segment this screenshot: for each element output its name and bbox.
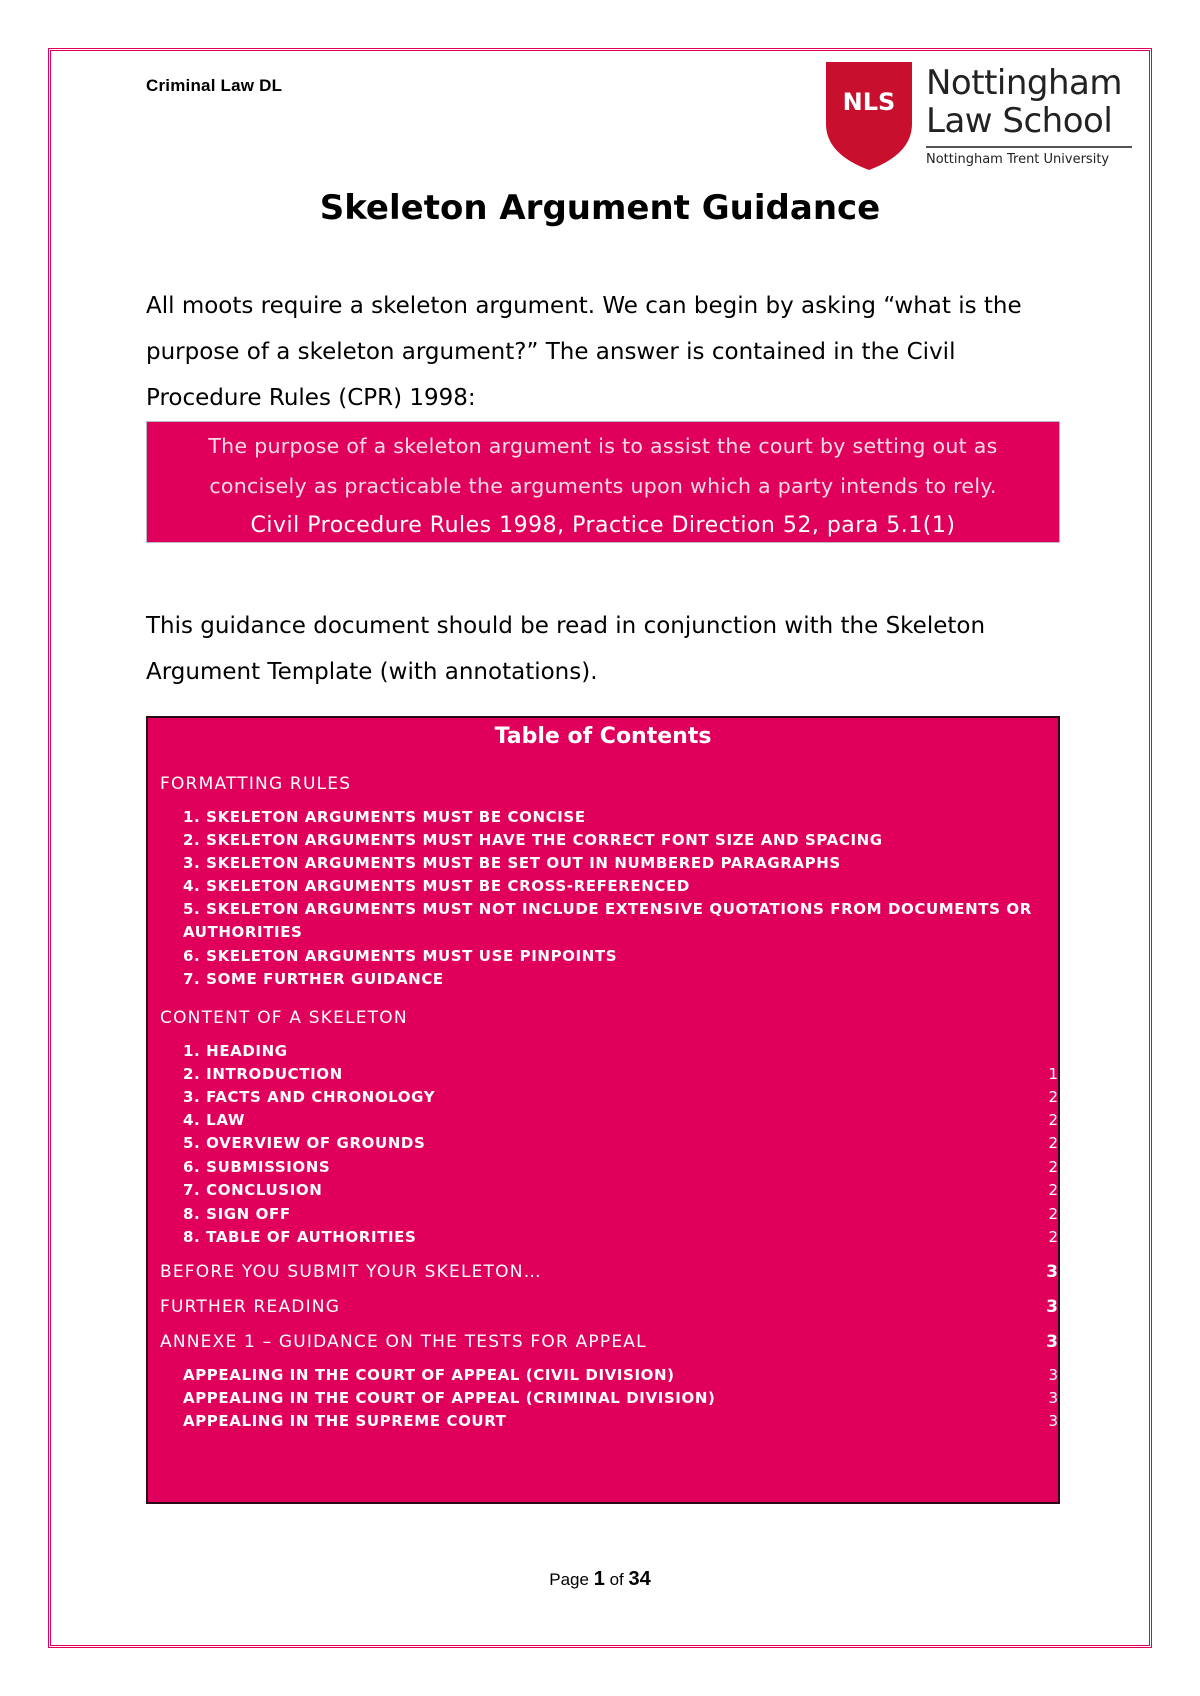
toc-entry-number: 7. [183, 970, 201, 988]
toc-entry-label: TABLE OF AUTHORITIES [206, 1228, 417, 1246]
toc-entry[interactable] [148, 808, 1058, 832]
toc-entry[interactable] [148, 970, 1058, 994]
toc-page: 2 [1048, 1181, 1058, 1199]
toc-page: 2 [1048, 1158, 1058, 1176]
toc-entry[interactable] [148, 1366, 1058, 1390]
toc-section-label: BEFORE YOU SUBMIT YOUR SKELETON… [160, 1262, 542, 1282]
toc-entry-number: 5. [183, 900, 201, 918]
page-title: Skeleton Argument Guidance [319, 188, 881, 228]
toc-page: 3 [1048, 1366, 1058, 1384]
toc-entry[interactable] [148, 1205, 1058, 1229]
quote-box [146, 421, 1060, 543]
toc-page: 3 [1048, 1412, 1058, 1430]
toc-entry[interactable] [148, 831, 1058, 855]
toc-entry-label: SKELETON ARGUMENTS MUST BE CONCISE [206, 808, 586, 826]
toc-entry-label: SKELETON ARGUMENTS MUST BE CROSS-REFERENCED [206, 877, 690, 895]
toc-entry-continuation[interactable] [148, 923, 1058, 947]
total-pages: 34 [628, 1568, 651, 1590]
page-of: of [609, 1570, 624, 1589]
toc-entry[interactable] [148, 1412, 1058, 1436]
toc-entry-label: LAW [206, 1111, 246, 1129]
toc-entry-label: CONCLUSION [206, 1181, 323, 1199]
logo-name-line1: Nottingham [926, 63, 1122, 103]
current-page: 1 [593, 1568, 605, 1590]
toc-entry[interactable] [148, 1228, 1058, 1252]
toc-entry-label: SKELETON ARGUMENTS MUST USE PINPOINTS [206, 947, 618, 965]
toc-entry-label: APPEALING IN THE COURT OF APPEAL (CIVIL DIVISION) [183, 1366, 675, 1384]
toc-page: 2 [1048, 1228, 1058, 1246]
toc-page: 2 [1048, 1134, 1058, 1152]
toc-entry-number: 1. [183, 808, 201, 826]
toc-page: 1 [1048, 1065, 1058, 1083]
toc-entry-label: FACTS AND CHRONOLOGY [206, 1088, 436, 1106]
toc-entry[interactable] [148, 1181, 1058, 1205]
toc-entry-label: SKELETON ARGUMENTS MUST NOT INCLUDE EXTENSIVE QUOTATIONS FROM DOCUMENTS OR [206, 900, 1032, 918]
toc-entry[interactable] [148, 1042, 1058, 1066]
toc-entry-number: 6. [183, 947, 201, 965]
toc-section[interactable] [148, 1297, 1058, 1321]
toc-entry-number: 6. [183, 1158, 201, 1176]
toc-section[interactable] [148, 1332, 1058, 1356]
toc-entry-number: 4. [183, 1111, 201, 1129]
toc-entry[interactable] [148, 1134, 1058, 1158]
nls-logo [826, 62, 1136, 170]
toc-page: 2 [1048, 1088, 1058, 1106]
quote-citation: Civil Procedure Rules 1998, Practice Direction 52, para 5.1(1) [250, 513, 956, 538]
toc-title: Table of Contents [494, 724, 712, 749]
toc-section-label: CONTENT OF A SKELETON [160, 1008, 408, 1028]
toc-page: 3 [1048, 1389, 1058, 1407]
toc-entry-label: SIGN OFF [206, 1205, 291, 1223]
toc-entry-label: OVERVIEW OF GROUNDS [206, 1134, 426, 1152]
toc-entry-label: APPEALING IN THE COURT OF APPEAL (CRIMINAL DIVISION) [183, 1389, 716, 1407]
toc-section-label: FORMATTING RULES [160, 774, 352, 794]
toc-page: 2 [1048, 1205, 1058, 1223]
toc-section[interactable] [148, 1008, 1058, 1032]
logo-abbr: NLS [842, 88, 896, 116]
toc-entry[interactable] [148, 947, 1058, 971]
toc-page: 2 [1048, 1111, 1058, 1129]
logo-name-line2: Law School [926, 101, 1113, 141]
toc-entry-number: 8. [183, 1228, 201, 1246]
toc-entry-number: 1. [183, 1042, 201, 1060]
toc-entry-label: SKELETON ARGUMENTS MUST BE SET OUT IN NUMBERED PARAGRAPHS [206, 854, 841, 872]
toc-entry-label: HEADING [206, 1042, 288, 1060]
toc-entry-number: 3. [183, 854, 201, 872]
toc-entry-label: AUTHORITIES [183, 923, 303, 941]
guidance-paragraph: This guidance document should be read in conjunction with the Skeleton Argument Template (with annotations). [146, 613, 986, 685]
toc-section[interactable] [148, 774, 1058, 798]
toc-entry-number: 7. [183, 1181, 201, 1199]
toc-page: 3 [1046, 1332, 1058, 1352]
toc-entry-label: INTRODUCTION [206, 1065, 343, 1083]
toc-page: 3 [1046, 1297, 1058, 1317]
logo-subtitle: Nottingham Trent University [926, 152, 1110, 167]
toc-entry[interactable] [148, 1389, 1058, 1413]
toc-page: 3 [1046, 1262, 1058, 1282]
page-number [0, 1568, 1200, 1591]
toc-entry-number: 8. [183, 1205, 201, 1223]
toc-entry-number: 4. [183, 877, 201, 895]
toc-entry[interactable] [148, 900, 1058, 924]
toc-entry-label: SOME FURTHER GUIDANCE [206, 970, 444, 988]
toc-section[interactable] [148, 1262, 1058, 1286]
toc-entry[interactable] [148, 1158, 1058, 1182]
table-of-contents [146, 716, 1060, 1504]
toc-entry-label: APPEALING IN THE SUPREME COURT [183, 1412, 507, 1430]
toc-entry[interactable] [148, 877, 1058, 901]
intro-paragraph: All moots require a skeleton argument. We can begin by asking “what is the purpose of a skeleton argument?” The answer is contained in the Civil Procedure Rules (CPR) 1998: [146, 293, 1022, 411]
toc-section-label: FURTHER READING [160, 1297, 341, 1317]
toc-section-label: ANNEXE 1 – GUIDANCE ON THE TESTS FOR APPEAL [160, 1332, 647, 1352]
toc-entry[interactable] [148, 854, 1058, 878]
shield-icon [826, 62, 912, 170]
quote-line-1: The purpose of a skeleton argument is to assist the court by setting out as [208, 434, 998, 458]
toc-entry[interactable] [148, 1088, 1058, 1112]
toc-entry-label: SKELETON ARGUMENTS MUST HAVE THE CORRECT FONT SIZE AND SPACING [206, 831, 883, 849]
toc-entry-number: 5. [183, 1134, 201, 1152]
logo-divider [926, 146, 1132, 148]
toc-entry-number: 2. [183, 1065, 201, 1083]
toc-entry-number: 2. [183, 831, 201, 849]
page-label: Page [549, 1570, 589, 1589]
toc-entry[interactable] [148, 1065, 1058, 1089]
quote-line-2: concisely as practicable the arguments upon which a party intends to rely. [209, 474, 997, 498]
toc-entry[interactable] [148, 1111, 1058, 1135]
course-header: Criminal Law DL [146, 76, 283, 95]
toc-entry-number: 3. [183, 1088, 201, 1106]
toc-entry-label: SUBMISSIONS [206, 1158, 331, 1176]
